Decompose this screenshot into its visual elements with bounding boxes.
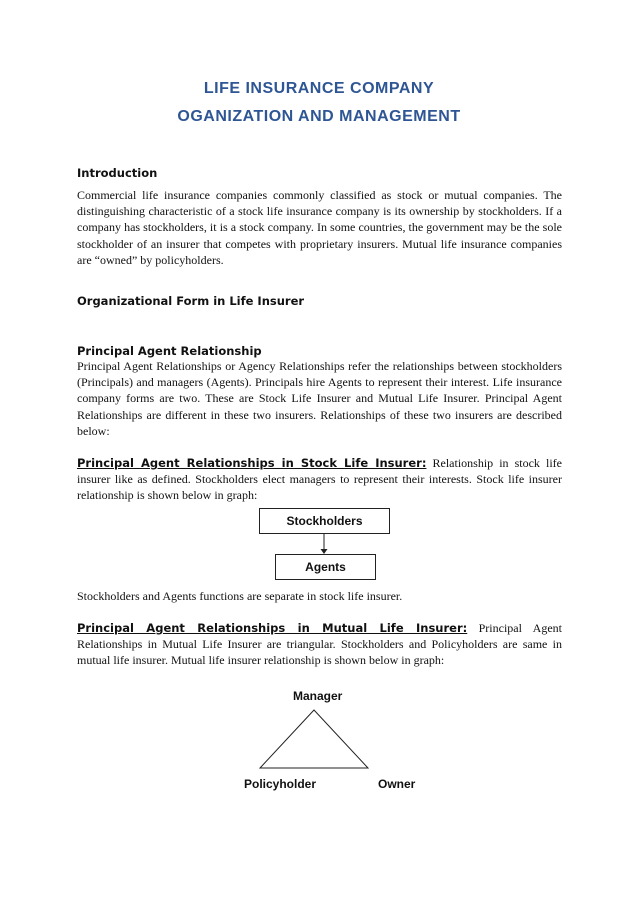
org-form-heading: Organizational Form in Life Insurer [77, 294, 305, 308]
title-line-2: OGANIZATION AND MANAGEMENT [177, 108, 461, 125]
mutual-section-paragraph [77, 620, 562, 669]
introduction-text: Commercial life insurance companies commonly classified as stock or mutual companies. The distinguishing characteristic of a stock life insurance company is its ownership by stockholders. If a company has stockholders, it is a stock company. In some countries, the government may be the sole stockholder of an insurer that competes with proprietary insurers. Mutual life insurance companies are “owned” by policyholders. [77, 188, 562, 267]
mutual-section-text: Principal Agent Relationships in Mutual Life Insurer are triangular. Stockholders and Policyholders are same in mutual life insurer. Mutual life insurer relationship is shown below in graph: [77, 621, 562, 668]
stock-section-heading: Principal Agent Relationships in Stock Life Insurer: [77, 456, 427, 470]
mutual-section-heading: Principal Agent Relationships in Mutual Life Insurer: [77, 621, 468, 635]
principal-agent-heading: Principal Agent Relationship [77, 344, 262, 358]
agents-box: Agents [275, 554, 376, 580]
stock-section-text: Relationship in stock life insurer like as defined. Stockholders elect managers to represent their interests. Stock life insurer relationship is shown below in graph: [77, 456, 562, 503]
stockholders-box: Stockholders [259, 508, 390, 534]
principal-agent-text: Principal Agent Relationships or Agency Relationships refer the relationships between stockholders (Principals) and managers (Agents). Principals hire Agents to represent their interest. Life insurance company forms are two. These are Stock Life Insurer and Mutual Life Insurer. Principal Agent Relationships are different in these two insurers. Relationships of these two insurers are described below: [77, 359, 562, 438]
introduction-heading: Introduction [77, 166, 158, 180]
stock-section-note: Stockholders and Agents functions are separate in stock life insurer. [77, 589, 403, 603]
owner-label: Owner [378, 777, 416, 791]
stock-arrow-head [321, 549, 328, 554]
mutual-triangle [260, 710, 368, 768]
title-line-1: LIFE INSURANCE COMPANY [203, 80, 435, 97]
policyholder-label: Policyholder [244, 777, 317, 791]
manager-label: Manager [293, 689, 343, 703]
